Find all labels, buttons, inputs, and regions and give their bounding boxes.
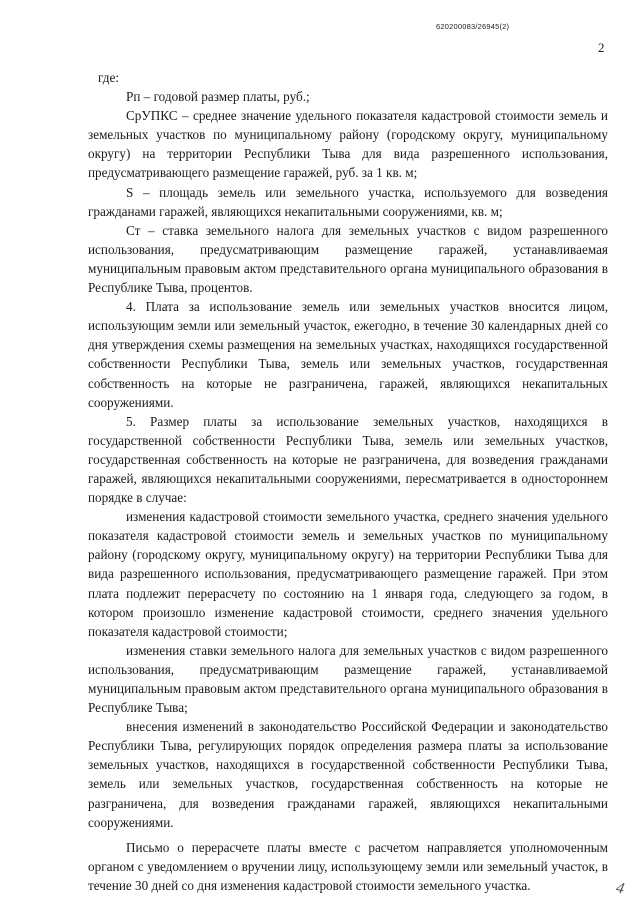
- handwritten-corner-mark: 4: [614, 879, 626, 898]
- paragraph-case-legislation: внесения изменений в законодательство Российской Федерации и законодательство Республики Тыва, регулирующих порядок определения размера платы за использование земельных участков, находящихся в государственной собственности Республики Тыва, земель или земельных участков, государственная собственность на которые не разграничена, для возведения гражданами гаражей, являющихся некапитальными сооружениями.: [88, 719, 608, 830]
- paragraph-srupks-definition: СрУПКС – среднее значение удельного показателя кадастровой стоимости земель и земельных участков по муниципальному району (городскому округу, муниципальному округу) на территории Республики Тыва для вида разрешенного использования, предусматривающего размещение гаражей, руб. за 1 кв. м;: [88, 108, 608, 181]
- paragraph-recalculation-letter: Письмо о перерасчете платы вместе с расчетом направляется уполномоченным органом с уведомлением о вручении лицу, использующему земли или земельный участок, в течение 30 дней со дня изменения кадастровой стоимости земельного участка.: [88, 839, 608, 893]
- page-number: 2: [598, 40, 605, 55]
- paragraph-st-definition: Ст – ставка земельного налога для земельных участков с видом разрешенного использования, предусматривающим размещение гаражей, устанавливаемая муниципальным правовым актом представительного органа муниципального образования в Республике Тыва, процентов.: [88, 222, 608, 296]
- paragraph-case-tax-rate: изменения ставки земельного налога для земельных участков с видом разрешенного использования, предусматривающим размещение гаражей, устанавливаемой муниципальным правовым актом представительного органа муниципального образования в Республике Тыва;: [88, 642, 608, 716]
- paragraph-case-cadastral: изменения кадастровой стоимости земельного участка, среднего значения удельного показателя кадастровой стоимости земель и земельных участков по муниципальному району (городскому округу, муниципальному округу) на территории Республики Тыва для вида разрешенного использования, предусматривающего размещение гаражей. При этом плата подлежит перерасчету по состоянию на 1 января года, следующего за годом, в котором произошло изменение кадастровой стоимости, среднего значения удельного показателя кадастровой стоимости;: [88, 509, 608, 639]
- paragraph-item-4: 4. Плата за использование земель или земельных участков вносится лицом, использующим земли или земельный участок, ежегодно, в течение 30 календарных дней со дня утверждения схемы размещения на земельных участках, находящихся государственной собственности Республики Тыва, земель или земельных участков, государственная собственность на которые не разграничена, гаражей, являющихся некапитальных сооружениями.: [88, 299, 608, 410]
- document-id: 620200083/26945(2): [436, 22, 510, 31]
- paragraph-where: где:: [98, 70, 119, 85]
- paragraph-s-definition: S – площадь земель или земельного участка, используемого для возведения гражданами гаражей, являющихся некапитальными сооружениями, кв. м;: [88, 184, 608, 219]
- paragraph-rp-definition: Рп – годовой размер платы, руб.;: [126, 89, 310, 105]
- document-body: [88, 68, 608, 895]
- paragraph-item-5: 5. Размер платы за использование земельных участков, находящихся в государственной собственности Республики Тыва, земель или земельных участков, государственная собственность на которые не разграничена, для возведения гражданами гаражей, являющихся некапитальными сооружениями, пересматривается в одностороннем порядке в случае:: [88, 413, 608, 506]
